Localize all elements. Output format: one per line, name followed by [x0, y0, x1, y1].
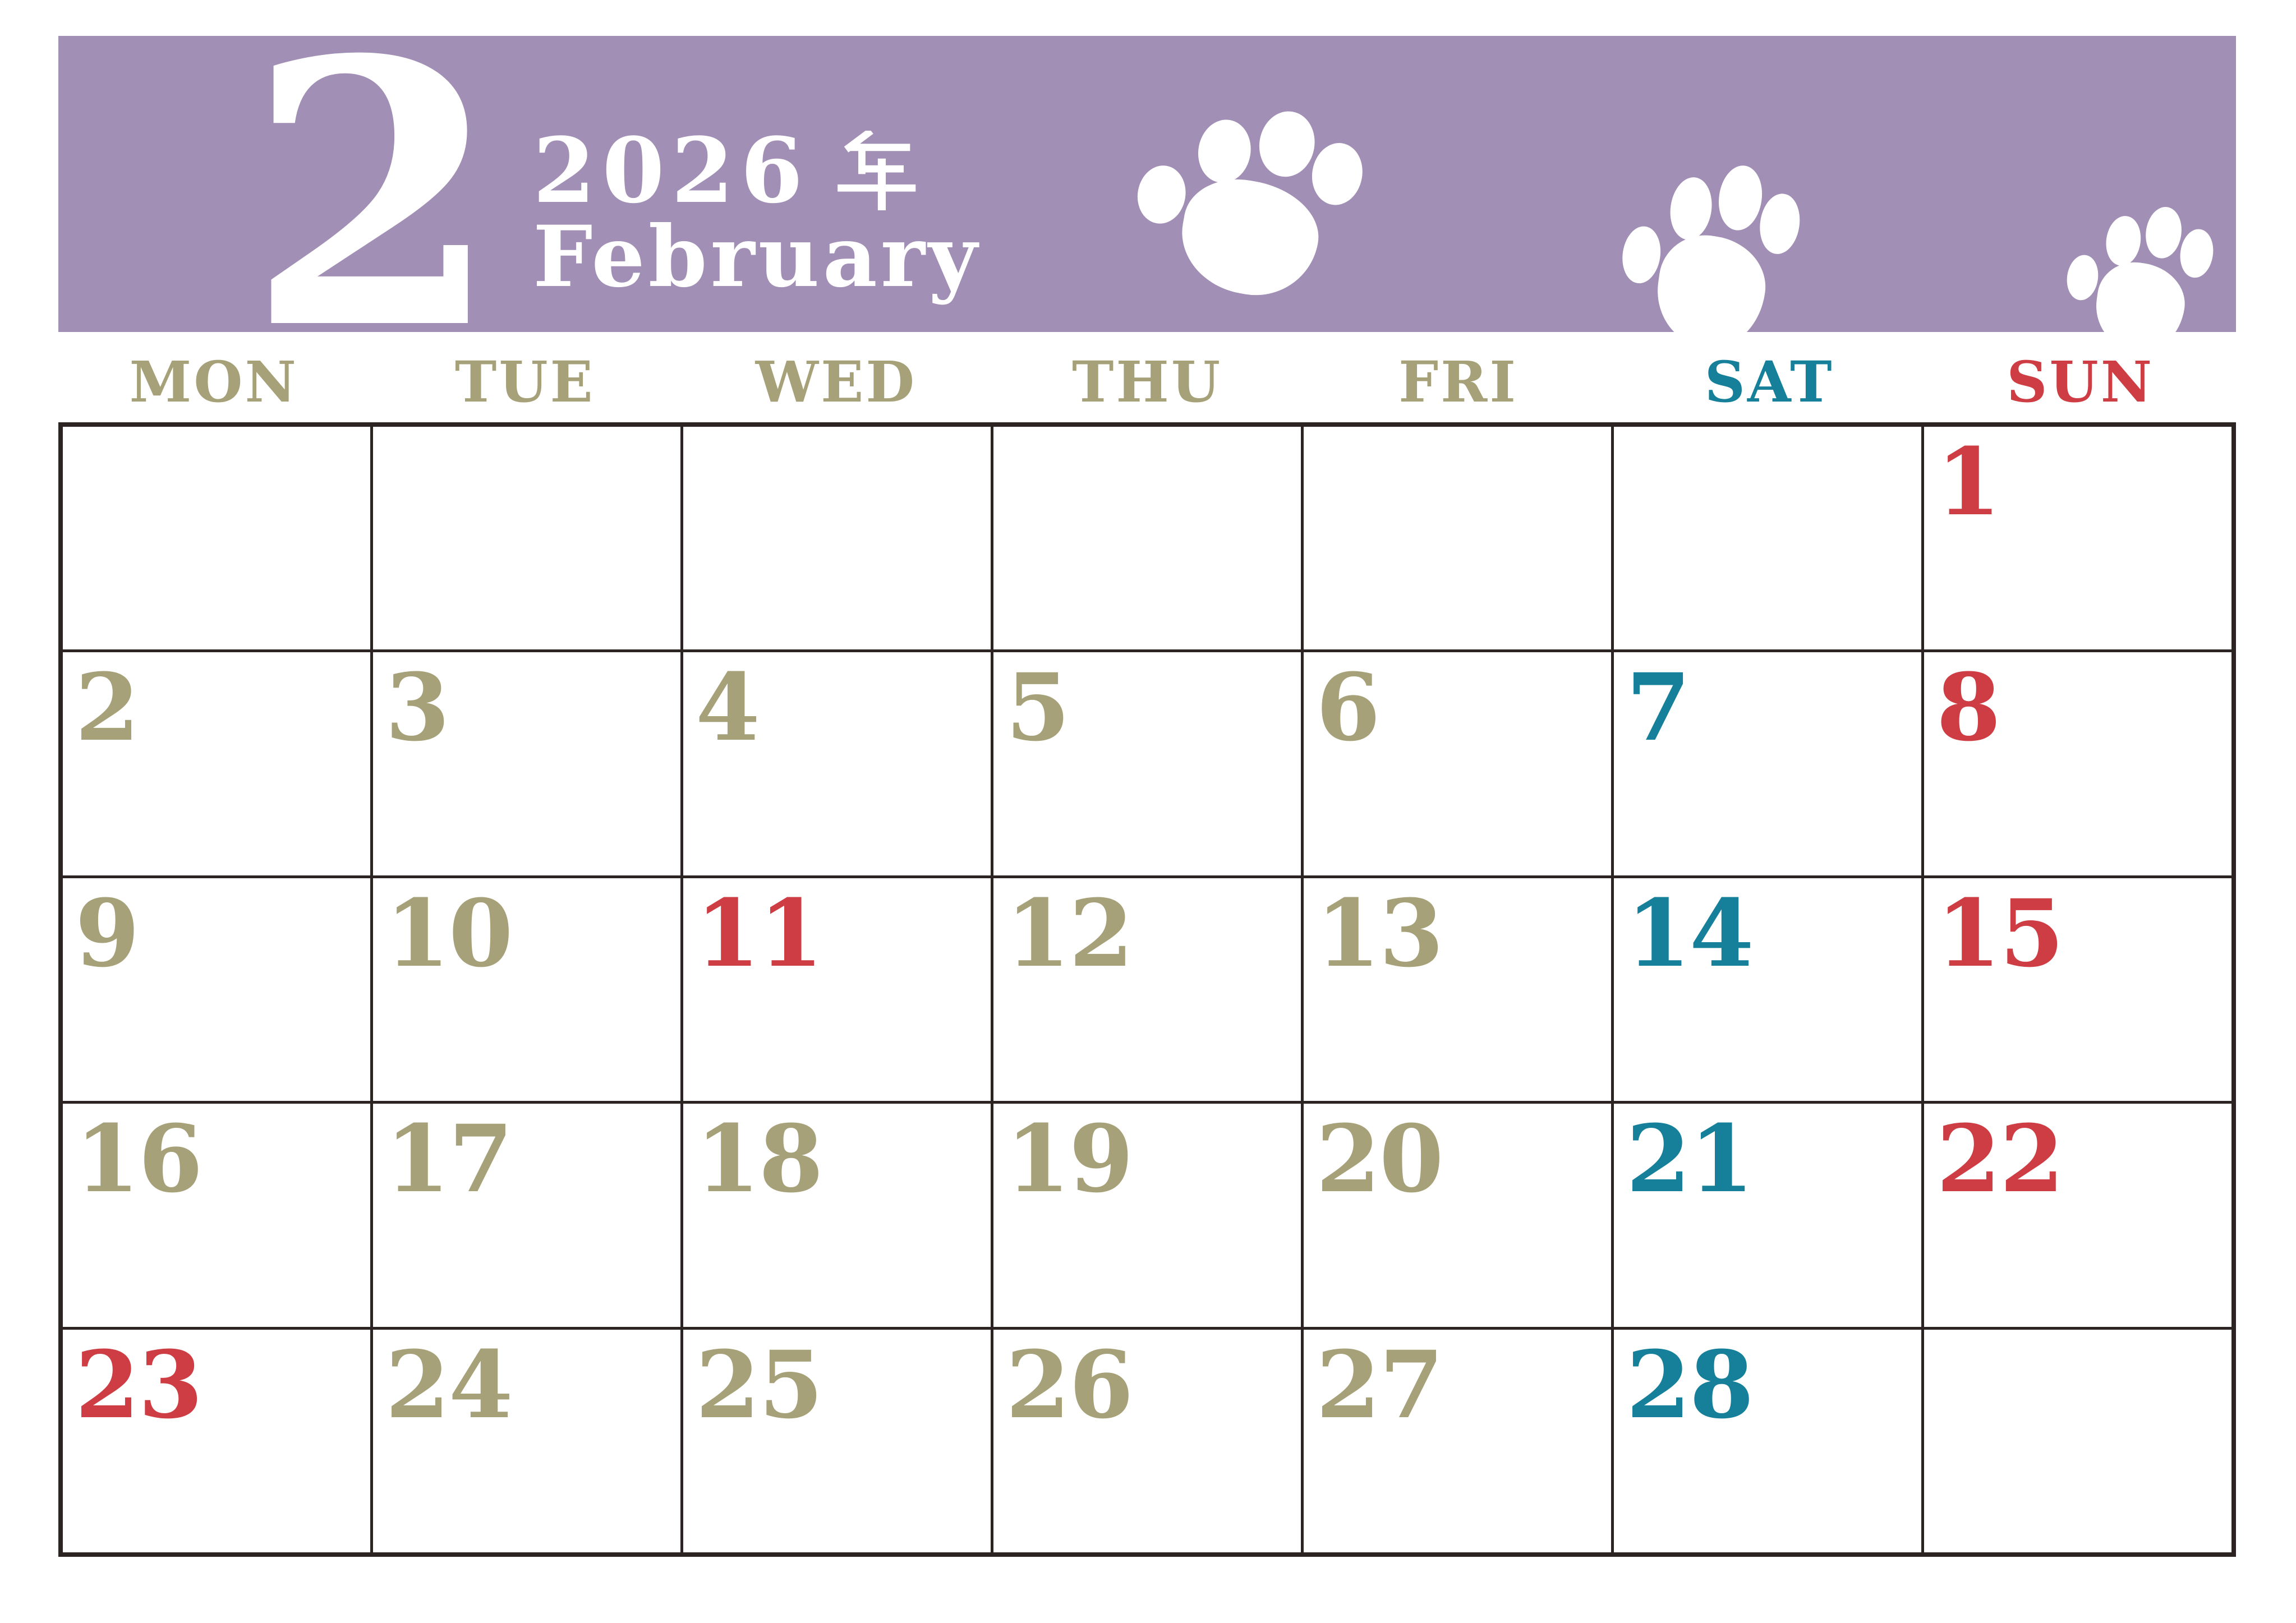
calendar-cell-day-21	[1614, 1104, 1921, 1326]
calendar-cell-day-24	[373, 1330, 680, 1552]
paw-icon	[1124, 87, 1380, 312]
calendar-cell-empty	[1614, 427, 1921, 649]
calendar-cell-day-26	[993, 1330, 1301, 1552]
date-number: 11	[696, 878, 822, 988]
calendar-cell-day-25	[683, 1330, 991, 1552]
date-number: 3	[385, 653, 449, 762]
date-number: 1	[1936, 427, 2000, 536]
calendar-cell-empty	[993, 427, 1301, 649]
calendar-cell-day-23	[63, 1330, 370, 1552]
paw-toe	[1133, 162, 1190, 227]
date-number: 14	[1626, 878, 1753, 988]
date-number: 23	[75, 1330, 202, 1439]
date-number: 6	[1316, 653, 1379, 762]
calendar-cell-empty	[1924, 1330, 2231, 1552]
date-number: 10	[385, 878, 512, 988]
calendar-cell-day-18	[683, 1104, 991, 1326]
day-header-sat: SAT	[1704, 349, 1834, 415]
date-number: 20	[1316, 1104, 1443, 1214]
calendar-cell-empty	[1304, 427, 1611, 649]
calendar-cell-day-15	[1924, 878, 2231, 1101]
date-number: 27	[1316, 1330, 1443, 1439]
date-number: 5	[1006, 653, 1069, 762]
calendar-cell-day-19	[993, 1104, 1301, 1326]
calendar-cell-day-4	[683, 652, 991, 875]
paw-toe	[1756, 191, 1803, 257]
calendar-cell-day-11	[683, 878, 991, 1101]
calendar-cell-day-7	[1614, 652, 1921, 875]
calendar-cell-day-22	[1924, 1104, 2231, 1326]
date-number: 22	[1936, 1104, 2063, 1214]
paw-toe	[1619, 224, 1664, 286]
date-number: 17	[385, 1104, 512, 1214]
calendar-cell-day-17	[373, 1104, 680, 1326]
calendar-cell-day-13	[1304, 878, 1611, 1101]
date-number: 19	[1006, 1104, 1133, 1214]
paw-pad	[1650, 229, 1772, 354]
paw-pad	[2090, 257, 2190, 357]
date-number: 15	[1936, 878, 2063, 988]
calendar-cell-day-14	[1614, 878, 1921, 1101]
year-text: 2026	[533, 118, 810, 223]
calendar-cell-day-3	[373, 652, 680, 875]
date-number: 28	[1626, 1330, 1753, 1439]
date-number: 25	[696, 1330, 822, 1439]
calendar-cell-day-12	[993, 878, 1301, 1101]
paw-toe	[1254, 107, 1319, 181]
paw-toe	[1193, 116, 1256, 187]
calendar-cell-empty	[63, 427, 370, 649]
year-label	[533, 118, 916, 223]
paw-toe	[2064, 253, 2101, 302]
date-number: 9	[75, 878, 139, 988]
date-number: 8	[1936, 653, 2000, 762]
paw-icon	[2058, 195, 2224, 361]
date-number: 4	[696, 653, 759, 762]
calendar-cell-empty	[373, 427, 680, 649]
calendar-cell-day-10	[373, 878, 680, 1101]
calendar-cell-day-6	[1304, 652, 1611, 875]
date-number: 26	[1006, 1330, 1133, 1439]
paw-toe	[1715, 163, 1766, 233]
date-number: 2	[75, 653, 139, 762]
calendar-cell-day-27	[1304, 1330, 1611, 1552]
day-header-thu: THU	[1071, 349, 1223, 415]
paw-toe	[1307, 139, 1367, 209]
calendar-cell-day-1	[1924, 427, 2231, 649]
paw-toe	[2143, 205, 2185, 261]
day-header-row	[58, 345, 2236, 418]
calendar-cell-day-2	[63, 652, 370, 875]
calendar-cell-day-9	[63, 878, 370, 1101]
calendar-cell-day-28	[1614, 1330, 1921, 1552]
date-number: 16	[75, 1104, 202, 1214]
month-number: 2	[247, 0, 501, 409]
paw-toe	[2177, 227, 2216, 280]
day-header-sun: SUN	[2007, 349, 2155, 415]
year-kanji-nen-icon	[836, 131, 916, 210]
calendar-cell-day-16	[63, 1104, 370, 1326]
month-name: February	[533, 208, 981, 306]
calendar-grid	[58, 422, 2236, 1557]
calendar-cell-day-5	[993, 652, 1301, 875]
date-number: 24	[385, 1330, 512, 1439]
day-header-fri: FRI	[1398, 349, 1518, 415]
date-number: 12	[1006, 878, 1133, 988]
date-number: 7	[1626, 653, 1690, 762]
paw-toe	[1667, 174, 1716, 242]
date-number: 18	[696, 1104, 822, 1214]
day-header-tue: TUE	[454, 349, 595, 415]
day-header-wed: WED	[755, 349, 917, 415]
day-header-mon: MON	[129, 349, 298, 415]
calendar-cell-empty	[683, 427, 991, 649]
date-number: 13	[1316, 878, 1443, 988]
paw-toe	[2103, 214, 2143, 268]
paw-icon	[1612, 150, 1814, 358]
calendar-cell-day-20	[1304, 1104, 1611, 1326]
paw-pad	[1173, 170, 1327, 305]
date-number: 21	[1626, 1104, 1753, 1214]
calendar-cell-day-8	[1924, 652, 2231, 875]
